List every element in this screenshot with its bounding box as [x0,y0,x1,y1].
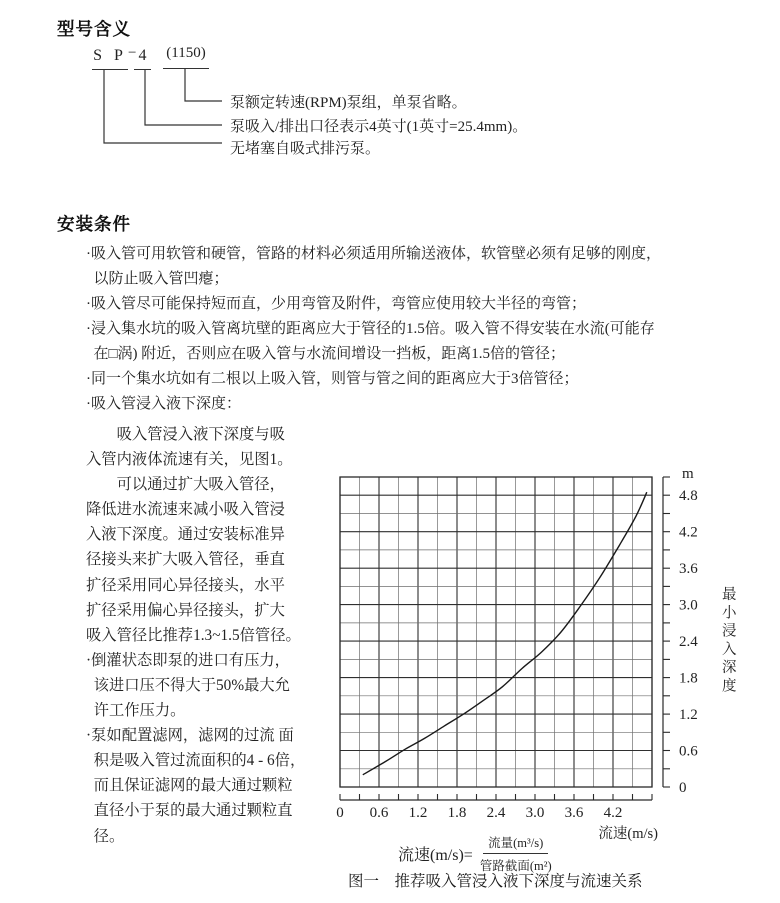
model-code-diagram [0,0,780,180]
x-tick-label: 0.6 [369,805,389,821]
y-tick-label: 2.4 [679,634,698,651]
bullet-line: 在□涡) 附近，否则应在吸入管与水流间增设一挡板，距离1.5倍的管径； [86,346,566,362]
paragraph-line: 而且保证滤网的最大通过颗粒 [86,777,293,795]
y-tick-label: 0 [679,780,687,796]
paragraph-line: 可以通过扩大吸入管径， [86,476,285,494]
install-bullet-list [86,242,661,417]
figure-chart-svg [332,452,780,852]
svg-text:小: 小 [722,605,737,622]
velocity-formula [398,833,552,873]
model-code-size: 4 [134,47,151,70]
bullet-line: ·吸入管浸入液下深度： [86,396,241,412]
paragraph-line: 入液下深度。通过安装标准异 [86,526,285,544]
formula-lhs: 流速(m/s)= [398,846,473,864]
model-note-diameter: 泵吸入/排出口径表示4英寸(1英寸=25.4mm)。 [230,119,528,135]
svg-text:浸: 浸 [722,623,737,640]
figure-caption: 图一 推荐吸入管浸入液下深度与流速关系 [348,873,643,890]
y-unit-label: m [682,466,694,482]
model-code-prefix: S P [92,47,128,70]
paragraph-line: 扩径采用偏心异径接头，扩大 [86,601,285,619]
paragraph-line: 吸入管径比推荐1.3~1.5倍管径。 [86,626,301,644]
x-tick-label: 3.6 [564,805,584,821]
paragraph-line: 降低进水流速来减小吸入管浸 [86,501,285,519]
chart-y-axis [663,466,698,796]
formula-fraction [480,833,552,874]
x-tick-label: 3.0 [525,805,545,821]
paragraph-line: 直径小于泵的最大通过颗粒直 [86,802,293,820]
model-note-rpm: 泵额定转速(RPM)泵组，单泵省略。 [230,95,467,111]
svg-text:入: 入 [722,641,737,658]
paragraph-line: 入管内液体流速有关，见图1。 [86,451,293,469]
x-tick-label: 1.8 [447,805,467,821]
svg-text:最: 最 [722,587,737,603]
section-title-model-meaning: 型号含义 [57,19,131,39]
bullet-line: ·浸入集水坑的吸入管离坑壁的距离应大于管径的1.5倍。吸入管不得安装在水流(可能存 [86,321,655,337]
paragraph-line: 吸入管浸入液下深度与吸 [86,426,285,443]
bullet-line: ·同一个集水坑如有二根以上吸入管，则管与管之间的距离应大于3倍管径； [86,371,579,387]
formula-numerator: 流量(m³/s) [483,833,548,854]
y-tick-label: 4.8 [679,488,698,505]
paragraph-line: 许工作压力。 [86,702,186,720]
paragraph-line: ·泵如配置滤网，滤网的过流 面 [86,727,294,745]
y-tick-label: 3.0 [679,597,698,614]
immersion-depth-paragraphs [86,422,305,849]
paragraph-line: 该进口压不得大于50%最大允 [86,676,290,694]
svg-text:度: 度 [722,678,737,695]
x-tick-label: 2.4 [486,805,506,821]
chart-y-title [722,586,737,695]
paragraph-line: 扩径采用同心异径接头，水平 [86,576,285,594]
bullet-line: ·吸入管尽可能保持短而直，少用弯管及附件，弯管应使用较大半径的弯管； [86,296,586,312]
paragraph-line: ·倒灌状态即泵的进口有压力， [86,651,290,669]
model-code-speed: (1150) [163,45,209,69]
chart-grid [340,477,652,787]
svg-text:深: 深 [722,660,737,677]
y-tick-label: 1.2 [679,707,698,724]
section-title-install-conditions: 安装条件 [57,214,131,234]
y-tick-label: 4.2 [679,524,698,541]
model-note-pump-type: 无堵塞自吸式排污泵。 [230,141,381,157]
paragraph-line: 径。 [86,827,125,845]
paragraph-line: 积是吸入管过流面积的4 - 6倍， [86,752,306,770]
y-tick-label: 0.6 [679,743,698,760]
x-tick-label: 4.2 [603,805,623,821]
paragraph-line: 径接头来扩大吸入管径，垂直 [86,551,285,569]
x-tick-label: 1.2 [408,805,428,821]
x-tick-label: 0 [336,805,344,821]
y-tick-label: 1.8 [679,670,698,687]
formula-denominator: 管路截面(m²) [479,858,552,873]
x-axis-label: 流速(m/s) [598,826,658,842]
bullet-line: 以防止吸入管凹瘪； [86,271,229,287]
model-connector-lines [88,58,238,153]
model-code-dash: − [128,45,137,61]
y-tick-label: 3.6 [679,561,698,578]
bullet-line: ·吸入管可用软管和硬管，管路的材料必须适用所输送液体，软管壁必须有足够的刚度， [86,246,661,262]
